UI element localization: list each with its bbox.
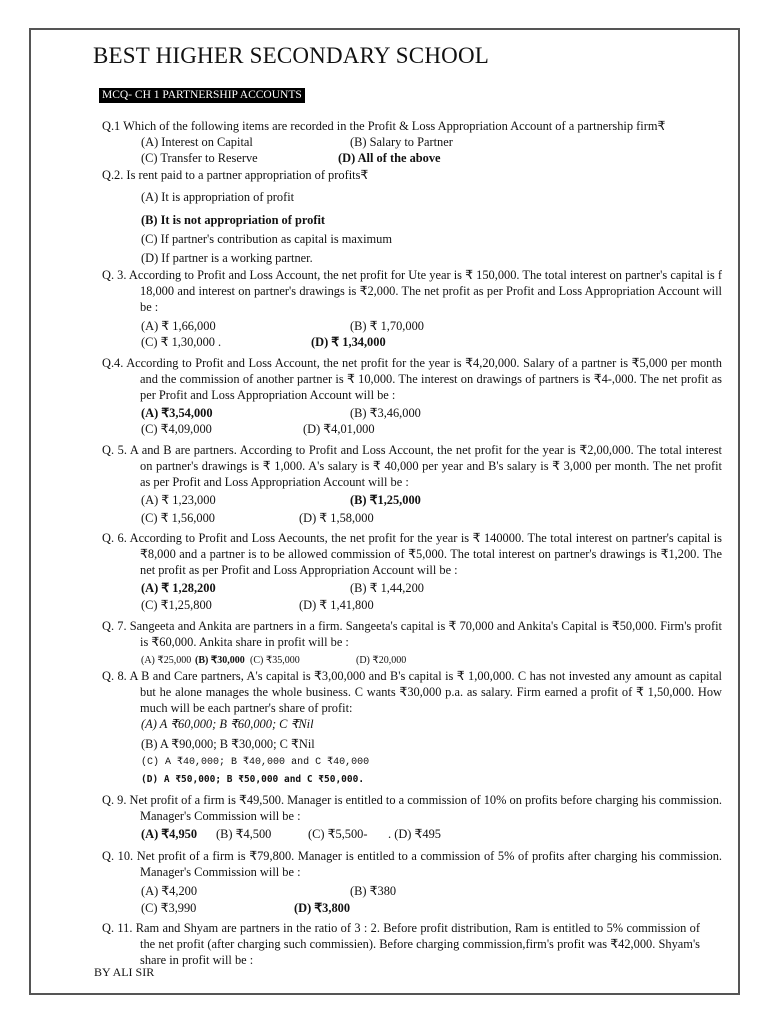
q1-option-a: (A) Interest on Capital <box>141 135 253 149</box>
q5-option-a: (A) ₹ 1,23,000 <box>141 493 216 507</box>
q3-option-b: (B) ₹ 1,70,000 <box>350 319 424 333</box>
q4-text: Q.4. According to Profit and Loss Account, the net profit for the year is ₹4,20,000. Salary of a partner is ₹5,000 per month and the commission of another partner is ₹ 10,000. The interest on drawings of partners is ₹4-,000. The net profit as per Profit and Loss Appropriation Account will be : <box>102 356 722 402</box>
q2-text: Q.2. Is rent paid to a partner appropriation of profits₹ <box>102 168 369 182</box>
q10-text: Q. 10. Net profit of a firm is ₹79,800. Manager is entitled to a commission of 5% of profits after charging his commission. Manager's Commission will be : <box>102 849 722 879</box>
q4-option-d: (D) ₹4,01,000 <box>303 422 375 436</box>
q1-text: Q.1 Which of the following items are recorded in the Profit & Loss Appropriation Account of a partnership firm₹ <box>102 119 666 133</box>
q9-option-d: . (D) ₹495 <box>388 827 441 841</box>
q9-option-a: (A) ₹4,950 <box>141 827 198 841</box>
q2-option-d: (D) If partner is a working partner. <box>141 251 313 265</box>
q3-option-c: (C) ₹ 1,30,000 . <box>141 335 222 349</box>
q4-option-b: (B) ₹3,46,000 <box>350 406 421 420</box>
q6-option-c: (C) ₹1,25,800 <box>141 598 212 612</box>
q1-option-c: (C) Transfer to Reserve <box>141 151 258 165</box>
q2-option-c: (C) If partner's contribution as capital is maximum <box>141 232 393 246</box>
q5-option-c: (C) ₹ 1,56,000 <box>141 511 215 525</box>
q5-option-d: (D) ₹ 1,58,000 <box>299 511 374 525</box>
q3-text: Q. 3. According to Profit and Loss Account, the net profit for Ute year is ₹ 150,000. The total interest on partner's capital is f 18,000 and interest on partner's drawings is ₹2,000. The net profit as per Profit and Loss Appropriation Account will be : <box>102 268 722 314</box>
q7-option-c: (C) ₹35,000 <box>250 655 300 666</box>
q8-option-c: (C) A ₹40,000; B ₹40,000 and C ₹40,000 <box>141 757 370 768</box>
q9-text: Q. 9. Net profit of a firm is ₹49,500. Manager is entitled to a commission of 10% on profits before charging his commission. Manager's Commission will be : <box>102 793 722 823</box>
q1-option-b: (B) Salary to Partner <box>350 135 453 149</box>
q8-option-a: (A) A ₹60,000; B ₹60,000; C ₹Nil <box>141 717 314 731</box>
q10-option-a: (A) ₹4,200 <box>141 884 198 898</box>
q9-option-c: (C) ₹5,500- <box>308 827 368 841</box>
q6-option-b: (B) ₹ 1,44,200 <box>350 581 424 595</box>
q7-text: Q. 7. Sangeeta and Ankita are partners in a firm. Sangeeta's capital is ₹ 70,000 and Ankita's Capital is ₹50,000. Firm's profit is ₹60,000. Ankita share in profit will be : <box>102 619 722 649</box>
q7-option-d: (D) ₹20,000 <box>356 655 407 666</box>
q6-option-a: (A) ₹ 1,28,200 <box>141 581 216 595</box>
q2-option-b: (B) It is not appropriation of profit <box>141 213 326 227</box>
q7-option-a: (A) ₹25,000 <box>141 655 192 666</box>
q7-option-b: (B) ₹30,000 <box>195 655 245 666</box>
q9-option-b: (B) ₹4,500 <box>216 827 272 841</box>
q5-text: Q. 5. A and B are partners. According to Profit and Loss Account, the net profit for the year is ₹2,00,000. The total interest on partner's drawings is ₹ 1,000. A's salary is ₹ 40,000 per year and B's salary is ₹ 3,000 per month. The net profit as per Profit and Loss Appropriation Account will be : <box>102 443 722 489</box>
q8-option-d: (D) A ₹50,000; B ₹50,000 and C ₹50,000. <box>141 774 365 785</box>
q5-option-b: (B) ₹1,25,000 <box>350 493 421 507</box>
q2-option-a: (A) It is appropriation of profit <box>141 190 295 204</box>
school-title: BEST HIGHER SECONDARY SCHOOL <box>93 43 490 68</box>
footer-author: BY ALI SIR <box>94 965 155 979</box>
q4-option-c: (C) ₹4,09,000 <box>141 422 212 436</box>
q10-option-c: (C) ₹3,990 <box>141 901 197 915</box>
q8-text: Q. 8. A B and Care partners, A's capital is ₹3,00,000 and B's capital is ₹ 1,00,000. C has not invested any amount as capital but he alone manages the whole business. C wants ₹30,000 p.a. as salary. Firm earned a profit of ₹ 1,50,000. How much will be each partner's share of profit: <box>102 669 722 715</box>
q3-option-a: (A) ₹ 1,66,000 <box>141 319 216 333</box>
q6-option-d: (D) ₹ 1,41,800 <box>299 598 374 612</box>
q1-option-d: (D) All of the above <box>338 151 441 165</box>
q10-option-d: (D) ₹3,800 <box>294 901 351 915</box>
q3-option-d: (D) ₹ 1,34,000 <box>311 335 386 349</box>
chapter-label: MCQ- CH 1 PARTNERSHIP ACCOUNTS <box>99 87 305 103</box>
q10-option-b: (B) ₹380 <box>350 884 397 898</box>
q8-option-b: (B) A ₹90,000; B ₹30,000; C ₹Nil <box>141 737 315 751</box>
q11-text: Q. 11. Ram and Shyam are partners in the ratio of 3 : 2. Before profit distribution, Ram is entitled to 5% commission of the net profit (after charging such commissien). Before charging commission,firm's profit was ₹42,000. Shyam's share in profit will be : <box>102 921 700 967</box>
q4-option-a: (A) ₹3,54,000 <box>141 406 213 420</box>
q6-text: Q. 6. According to Profit and Loss Aecounts, the net profit for the year is ₹ 140000. The total interest on partner's capital is ₹8,000 and a partner is to be allowed commission of ₹5,000. The total interest on partner's drawings is ₹1,200. The net profit as per Profit and Loss Appropriation Account will be : <box>102 531 722 577</box>
